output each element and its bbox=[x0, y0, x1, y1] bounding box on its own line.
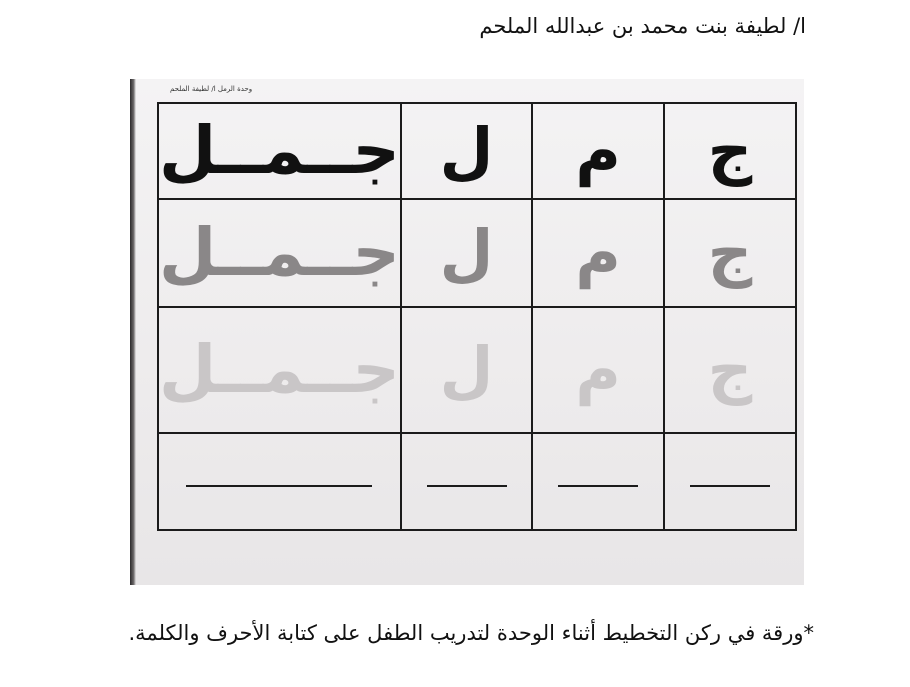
cell-letter-jeem-faint bbox=[664, 307, 796, 433]
cell-letter-lam-trace bbox=[401, 199, 532, 307]
word-jamal-faint: جــمــل bbox=[159, 331, 400, 408]
photo-caption: *ورقة في ركن التخطيط أثناء الوحدة لتدريب الطفل على كتابة الأحرف والكلمة. bbox=[128, 621, 814, 645]
cell-letter-jeem-trace bbox=[664, 199, 796, 307]
tracing-table bbox=[157, 102, 797, 531]
cell-write-lam bbox=[401, 433, 532, 530]
letter-meem-faint: م bbox=[575, 333, 621, 406]
letter-lam: ل bbox=[439, 114, 494, 187]
letter-jeem: ج bbox=[707, 114, 753, 187]
cell-letter-lam-solid bbox=[401, 103, 532, 199]
cell-write-meem bbox=[532, 433, 664, 530]
cell-word-faint bbox=[158, 307, 401, 433]
letter-lam-trace: ل bbox=[439, 216, 494, 289]
word-jamal: جــمــل bbox=[159, 112, 400, 189]
row-trace-light bbox=[158, 307, 796, 433]
letter-lam-faint: ل bbox=[439, 333, 494, 406]
cell-letter-meem-trace bbox=[532, 199, 664, 307]
author-line: ا/ لطيفة بنت محمد بن عبدالله الملحم bbox=[479, 14, 806, 38]
cell-write-jeem bbox=[664, 433, 796, 530]
cell-word-trace bbox=[158, 199, 401, 307]
worksheet-photo bbox=[130, 79, 804, 585]
cell-letter-meem-faint bbox=[532, 307, 664, 433]
row-solid bbox=[158, 103, 796, 199]
writing-line bbox=[558, 485, 638, 487]
letter-meem-trace: م bbox=[575, 216, 621, 289]
cell-letter-lam-faint bbox=[401, 307, 532, 433]
cell-word-solid bbox=[158, 103, 401, 199]
writing-line bbox=[427, 485, 507, 487]
cell-letter-meem-solid bbox=[532, 103, 664, 199]
cell-write-word bbox=[158, 433, 401, 530]
letter-jeem-faint: ج bbox=[707, 333, 753, 406]
writing-line bbox=[690, 485, 770, 487]
row-write-lines bbox=[158, 433, 796, 530]
word-jamal-trace: جــمــل bbox=[159, 214, 400, 291]
row-trace-dark bbox=[158, 199, 796, 307]
photo-edge-shadow bbox=[130, 79, 136, 585]
writing-line bbox=[186, 485, 372, 487]
letter-meem: م bbox=[575, 114, 621, 187]
letter-jeem-trace: ج bbox=[707, 216, 753, 289]
worksheet-header: وحدة الرمل ا/ لطيفة الملحم bbox=[170, 85, 253, 93]
cell-letter-jeem-solid bbox=[664, 103, 796, 199]
tracing-grid bbox=[157, 102, 797, 525]
